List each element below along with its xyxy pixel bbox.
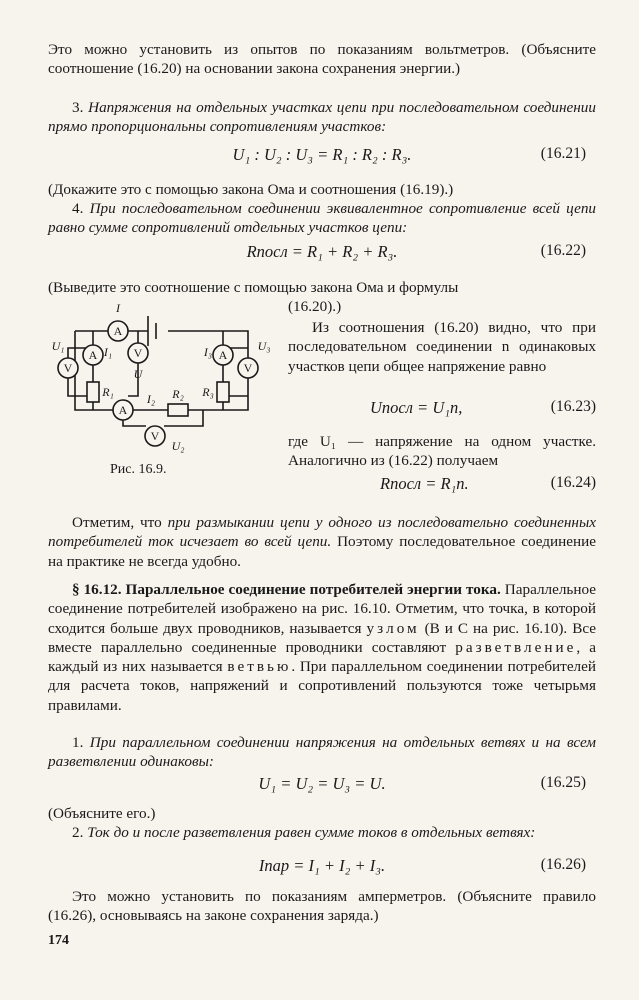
intro-line-2: (Объясните соотношение (16.20) на основании закона сохранения энергии.) xyxy=(48,41,596,78)
svg-text:U: U xyxy=(133,367,143,381)
svg-text:I₂: I₂ xyxy=(146,392,156,406)
equation-16-24: Rпосл = R₁n. (16.24) xyxy=(380,474,596,493)
equation-16-21: U₁ : U₂ : U₃ = R₁ : R₂ : R₃. (16.21) xyxy=(232,145,586,164)
svg-text:R₁: R₁ xyxy=(102,385,114,399)
section-16-12: § 16.12. Параллельное соединение потребителей энергии тока. Параллельное соединение потребителей изображено на рис. 16.10. Отметим, что точка, в которой сходится больше двух проводников, называется узлом (В и С на рис. 16.10). Все вместе параллельно соединенные проводники составляют разветвление, а каждый из них называется ветвью. При параллельном соединении потребителей для расчета токов, напряжений и сопротивлений пользуются тоже четырьмя правилами. xyxy=(48,581,597,714)
svg-text:A: A xyxy=(113,324,123,338)
svg-text:A: A xyxy=(88,348,98,362)
prove-note: (Докажите это с помощью закона Ома и соотношения (16.19).) xyxy=(48,181,454,198)
where-paragraph: где U₁ — напряжение на одном участке. Аналогично из (16.22) получаем xyxy=(288,433,596,470)
figure-caption: Рис. 16.9. xyxy=(110,462,167,477)
svg-text:I₃: I₃ xyxy=(203,345,213,359)
svg-text:I₁: I₁ xyxy=(103,345,113,359)
svg-text:A: A xyxy=(218,348,228,362)
equation-16-26: Iпар = I₁ + I₂ + I₃. (16.26) xyxy=(258,856,586,875)
svg-text:U₁: U₁ xyxy=(51,339,65,353)
page-number: 174 xyxy=(48,933,69,948)
svg-text:V: V xyxy=(63,361,73,375)
svg-text:A: A xyxy=(118,403,128,417)
resistor-2 xyxy=(168,404,188,416)
intro-line-1: Это можно установить из опытов по показаниям вольтметров. xyxy=(48,41,510,58)
side-paragraph: Из соотношения (16.20) видно, что при последовательном соединении n одинаковых участков цепи общее напряжение равно xyxy=(288,319,596,375)
equation-16-23: Uпосл = U₁n, (16.23) xyxy=(370,398,596,417)
derive-line-1: (Выведите это соотношение с помощью закона Ома и формулы xyxy=(48,279,459,296)
svg-text:V: V xyxy=(243,361,253,375)
rule-3: 3. Напряжения на отдельных участках цепи при последовательном соединении прямо пропорциональны сопротивлениям участков: xyxy=(48,99,596,136)
svg-text:U₂: U₂ xyxy=(171,439,185,453)
parallel-rule-1: 1. При параллельном соединении напряжения на отдельных ветвях и на всем разветвлении одинаковы: xyxy=(48,734,597,771)
parallel-rule-2: 2. Ток до и после разветвления равен сумме токов в отдельных ветвях: xyxy=(72,824,536,841)
svg-text:I: I xyxy=(116,301,120,315)
note-paragraph: Отметим, что при размыкании цепи у одного из последовательно соединенных потребителей ток исчезает во всей цепи. Поэтому последовательное соединение на практике не всегда удобно. xyxy=(48,514,596,570)
svg-text:V: V xyxy=(133,346,143,360)
circuit-figure-16-9 xyxy=(48,298,276,460)
svg-text:V: V xyxy=(150,429,160,443)
svg-text:R₂: R₂ xyxy=(172,387,184,401)
explain-note: (Объясните его.) xyxy=(48,805,156,822)
equation-16-22: Rпосл = R₁ + R₂ + R₃. (16.22) xyxy=(246,242,586,261)
derive-line-2: (16.20).) xyxy=(288,298,342,315)
resistor-1 xyxy=(87,382,99,402)
rule-4-text: При последовательном соединении эквивалентное сопротивление всей цепи равно сумме сопротивлений отдельных участков цепи: xyxy=(48,200,597,237)
section-heading: § 16.12. Параллельное соединение потребителей энергии тока. xyxy=(72,581,501,598)
rule-3-text: Напряжения на отдельных участках цепи при последовательном соединении прямо пропорциональны сопротивлениям участков: xyxy=(48,99,596,136)
final-paragraph: Это можно установить по показаниям амперметров. (Объясните правило (16.26), основываясь на законе сохранения заряда.) xyxy=(48,888,596,925)
svg-text:U₃: U₃ xyxy=(257,339,271,353)
svg-text:R₃: R₃ xyxy=(202,385,214,399)
equation-16-25: U₁ = U₂ = U₃ = U. (16.25) xyxy=(258,774,586,793)
resistor-3 xyxy=(217,382,229,402)
rule-4: 4. При последовательном соединении эквивалентное сопротивление всей цепи равно сумме сопротивлений отдельных участков цепи: xyxy=(48,200,597,237)
intro-paragraph xyxy=(48,40,596,79)
